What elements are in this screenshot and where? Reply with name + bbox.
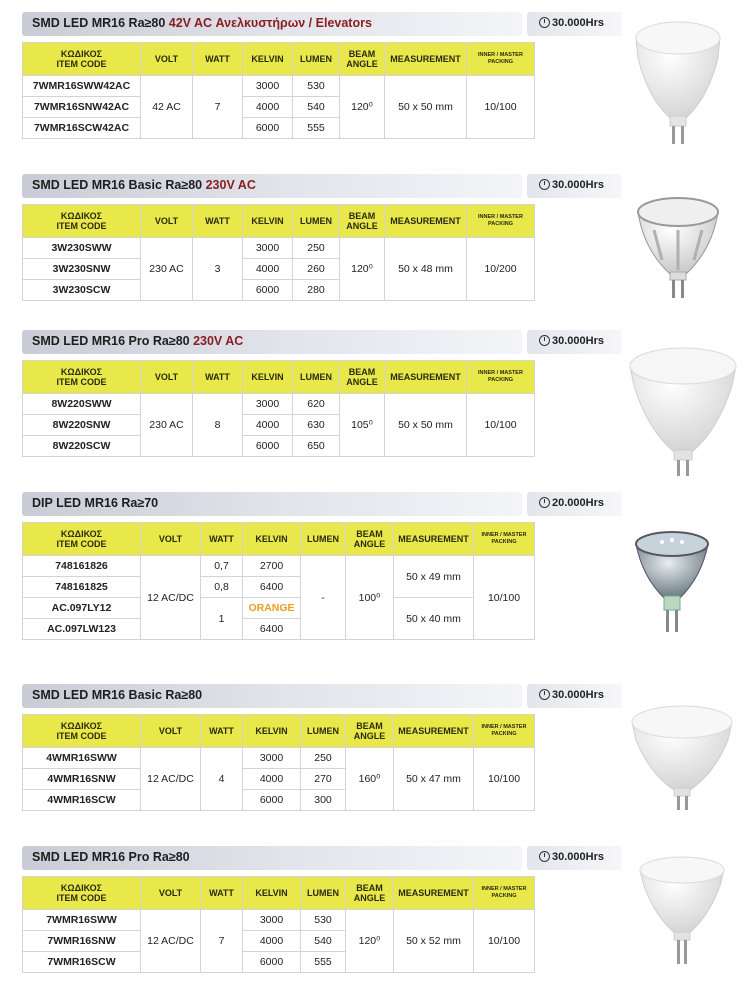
title-bar [22, 492, 522, 516]
led-spot-bulb-icon [636, 852, 728, 970]
spec-table [22, 42, 535, 139]
col-kelvin: KELVIN [243, 523, 301, 556]
table-row: AC.097LW123 6400 [23, 619, 535, 640]
col-item-code: ΚΩΔΙΚΟΣ ITEM CODE [23, 361, 141, 394]
led-spot-bulb-icon [628, 18, 728, 150]
col-lumen: LUMEN [301, 523, 346, 556]
table-row: 3W230SCW 6000 280 [23, 280, 535, 301]
title-bar [22, 684, 522, 708]
col-item-code: ΚΩΔΙΚΟΣ ITEM CODE [23, 715, 141, 748]
title-bar [22, 846, 522, 870]
col-measurement: MEASUREMENT [394, 523, 474, 556]
col-watt: WATT [201, 523, 243, 556]
title-bar [22, 12, 522, 36]
col-volt: VOLT [141, 523, 201, 556]
col-beam-angle: BEAM ANGLE [346, 877, 394, 910]
clock-icon [539, 17, 550, 28]
table-row: 4WMR16SCW 6000 300 [23, 790, 535, 811]
col-watt: WATT [193, 43, 243, 76]
col-kelvin: KELVIN [243, 877, 301, 910]
table-row: 7WMR16SNW42AC 4000 540 [23, 97, 535, 118]
section-title: SMD LED MR16 Pro Ra≥80 [32, 850, 190, 864]
col-packing: INNER / MASTER PACKING [474, 877, 535, 910]
header-row [23, 361, 535, 394]
table-row: 3W230SWW 230 AC 3 3000 250 120⁰ 50 x 48 mm 10/200 [23, 238, 535, 259]
clock-icon [539, 851, 550, 862]
col-kelvin: KELVIN [243, 205, 293, 238]
col-item-code: ΚΩΔΙΚΟΣ ITEM CODE [23, 43, 141, 76]
table-row: 8W220SNW 4000 630 [23, 415, 535, 436]
spec-table [22, 522, 535, 640]
lifetime-badge: 20.000Hrs [527, 492, 622, 516]
col-watt: WATT [193, 205, 243, 238]
section-header [22, 492, 742, 516]
col-beam-angle: BEAM ANGLE [346, 523, 394, 556]
table-row: 748161826 12 AC/DC 0,7 2700 - 100⁰ 50 x 49 mm 10/100 [23, 556, 535, 577]
col-packing: INNER / MASTER PACKING [474, 715, 535, 748]
spec-table [22, 360, 535, 457]
header-row [23, 205, 535, 238]
product-section-5 [22, 846, 742, 968]
title-bar [22, 330, 522, 354]
col-lumen: LUMEN [293, 361, 340, 394]
clock-icon [539, 689, 550, 700]
table-row: 7WMR16SWW 12 AC/DC 7 3000 530 120⁰ 50 x 52 mm 10/100 [23, 910, 535, 931]
header-row [23, 523, 535, 556]
section-title: DIP LED MR16 Ra≥70 [32, 496, 159, 510]
col-volt: VOLT [141, 361, 193, 394]
lifetime-badge: 30.000Hrs [527, 846, 622, 870]
led-spot-bulb-icon [632, 526, 712, 638]
table-row: 7WMR16SWW42AC 42 AC 7 3000 530 120⁰ 50 x 50 mm 10/100 [23, 76, 535, 97]
led-spot-bulb-icon [624, 340, 742, 480]
col-measurement: MEASUREMENT [385, 205, 467, 238]
col-volt: VOLT [141, 43, 193, 76]
col-volt: VOLT [141, 877, 201, 910]
col-volt: VOLT [141, 715, 201, 748]
col-kelvin: KELVIN [243, 715, 301, 748]
lifetime-badge: 30.000Hrs [527, 684, 622, 708]
col-watt: WATT [201, 877, 243, 910]
col-kelvin: KELVIN [243, 361, 293, 394]
table-row: 8W220SCW 6000 650 [23, 436, 535, 457]
header-row [23, 715, 535, 748]
col-item-code: ΚΩΔΙΚΟΣ ITEM CODE [23, 877, 141, 910]
col-packing: INNER / MASTER PACKING [467, 205, 535, 238]
col-lumen: LUMEN [301, 877, 346, 910]
section-title: SMD LED MR16 Basic Ra≥80 230V AC [32, 178, 256, 192]
spec-table [22, 876, 535, 973]
col-measurement: MEASUREMENT [394, 715, 474, 748]
section-header [22, 846, 742, 870]
table-row: 748161825 0,8 6400 [23, 577, 535, 598]
spec-table [22, 204, 535, 301]
col-packing: INNER / MASTER PACKING [474, 523, 535, 556]
col-item-code: ΚΩΔΙΚΟΣ ITEM CODE [23, 205, 141, 238]
title-bar [22, 174, 522, 198]
col-lumen: LUMEN [293, 43, 340, 76]
table-row: 7WMR16SNW 4000 540 [23, 931, 535, 952]
section-title: SMD LED MR16 Ra≥80 42V AC Ανελκυστήρων / Elevators [32, 16, 372, 30]
header-row [23, 877, 535, 910]
col-item-code: ΚΩΔΙΚΟΣ ITEM CODE [23, 523, 141, 556]
col-measurement: MEASUREMENT [385, 43, 467, 76]
lifetime-badge: 30.000Hrs [527, 12, 622, 36]
table-row: 7WMR16SCW42AC 6000 555 [23, 118, 535, 139]
table-row: 4WMR16SNW 4000 270 [23, 769, 535, 790]
product-section-3 [22, 492, 742, 635]
col-beam-angle: BEAM ANGLE [346, 715, 394, 748]
col-packing: INNER / MASTER PACKING [467, 361, 535, 394]
section-title: SMD LED MR16 Basic Ra≥80 [32, 688, 203, 702]
col-volt: VOLT [141, 205, 193, 238]
col-lumen: LUMEN [293, 205, 340, 238]
table-row: 3W230SNW 4000 260 [23, 259, 535, 280]
lifetime-badge: 30.000Hrs [527, 330, 622, 354]
table-row: 7WMR16SCW 6000 555 [23, 952, 535, 973]
table-row: 8W220SWW 230 AC 8 3000 620 105⁰ 50 x 50 mm 10/100 [23, 394, 535, 415]
col-beam-angle: BEAM ANGLE [340, 361, 385, 394]
table-row: 4WMR16SWW 12 AC/DC 4 3000 250 160⁰ 50 x 47 mm 10/100 [23, 748, 535, 769]
col-beam-angle: BEAM ANGLE [340, 205, 385, 238]
section-title: SMD LED MR16 Pro Ra≥80 230V AC [32, 334, 244, 348]
spec-table [22, 714, 535, 811]
col-lumen: LUMEN [301, 715, 346, 748]
col-beam-angle: BEAM ANGLE [340, 43, 385, 76]
table-row: AC.097LY12 1 ORANGE 50 x 40 mm [23, 598, 535, 619]
clock-icon [539, 497, 550, 508]
col-watt: WATT [201, 715, 243, 748]
clock-icon [539, 335, 550, 346]
header-row [23, 43, 535, 76]
lifetime-badge: 30.000Hrs [527, 174, 622, 198]
col-watt: WATT [193, 361, 243, 394]
col-packing: INNER / MASTER PACKING [467, 43, 535, 76]
col-measurement: MEASUREMENT [394, 877, 474, 910]
led-spot-bulb-icon [626, 700, 738, 812]
led-spot-bulb-icon [632, 190, 724, 302]
col-measurement: MEASUREMENT [385, 361, 467, 394]
clock-icon [539, 179, 550, 190]
col-kelvin: KELVIN [243, 43, 293, 76]
